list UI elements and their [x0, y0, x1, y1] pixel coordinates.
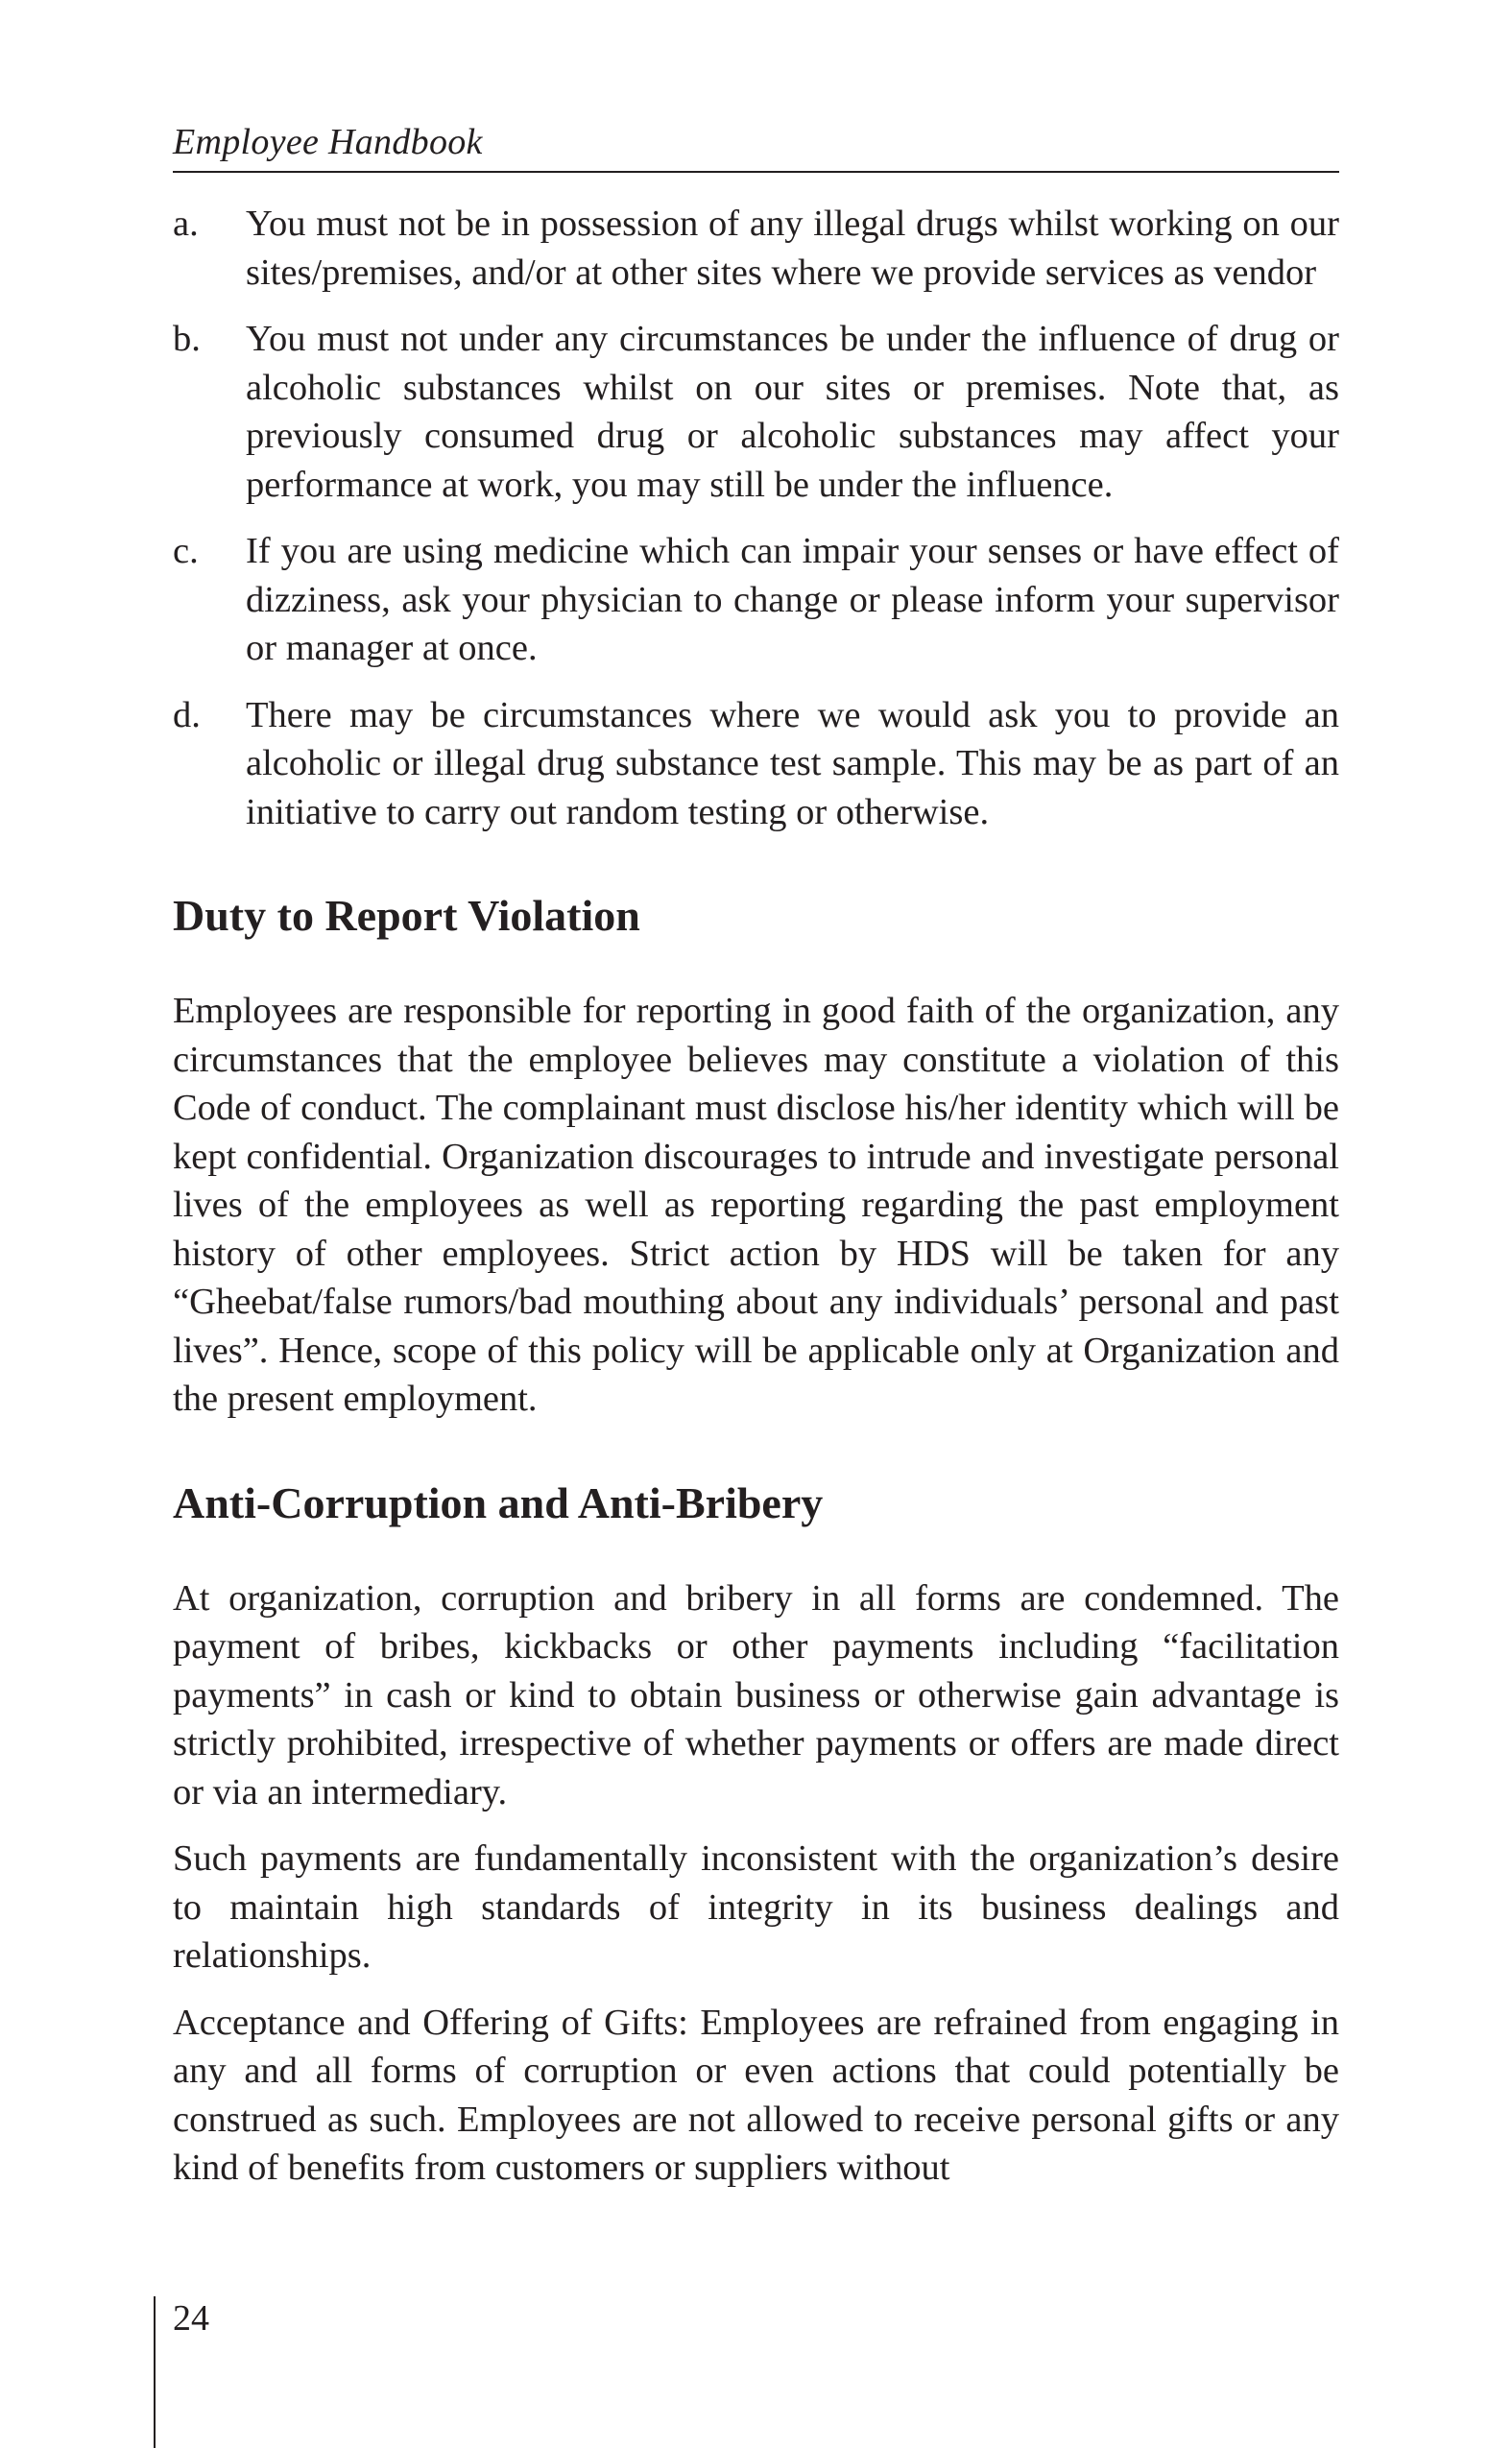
page-content [173, 200, 1339, 2211]
list-marker: c. [173, 531, 199, 571]
list-marker: d. [173, 694, 201, 735]
paragraph: Such payments are fundamentally inconsistent with the organization’s desire to maintain high standards of integrity in its business dealings and relationships. [173, 1838, 1339, 1976]
list-item [173, 200, 1339, 297]
list-marker: a. [173, 204, 199, 244]
paragraph: Employees are responsible for reporting in good faith of the organization, any circumstances that the employee believes may constitute a violation of this Code of conduct. The complainant must disclose his/her identity which will be kept confidential. Organization discourages to intrude and investigate personal lives of the employees as well as reporting regarding the past employment history of other employees. Strict action by HDS will be taken for any “Gheebat/false rumors/bad mouthing about any individuals’ personal and past lives”. Hence, scope of this policy will be applicable only at Organization and the present employment. [173, 991, 1339, 1419]
section-duty-to-report [173, 889, 1339, 1424]
list-item [173, 691, 1339, 837]
section-anti-corruption [173, 1476, 1339, 2193]
policy-list [173, 200, 1339, 836]
running-header [173, 117, 1339, 173]
footer-rule [154, 2296, 156, 2448]
list-marker: b. [173, 319, 201, 359]
list-item-text: If you are using medicine which can impair your senses or have effect of dizziness, ask your physician to change or please inform your supervisor or manager at once. [246, 531, 1339, 668]
page-number: 24 [173, 2298, 209, 2339]
running-header-title: Employee Handbook [173, 122, 483, 162]
section-heading: Anti-Corruption and Anti-Bribery [173, 1477, 824, 1527]
paragraph: At organization, corruption and bribery in all forms are condemned. The payment of bribes, kickbacks or other payments including “facilitation payments” in cash or kind to obtain business or otherwise gain advantage is strictly prohibited, irrespective of whether payments or offers are made direct or via an intermediary. [173, 1577, 1339, 1812]
list-item [173, 527, 1339, 673]
list-item-text: You must not under any circumstances be under the influence of drug or alcoholic substances whilst on our sites or premises. Note that, as previously consumed drug or alcoholic substances may affect your performance at work, you may still be under the influence. [246, 319, 1339, 505]
paragraph: Acceptance and Offering of Gifts: Employees are refrained from engaging in any and all forms of corruption or even actions that could potentially be construed as such. Employees are not allowed to receive personal gifts or any kind of benefits from customers or suppliers without [173, 2002, 1339, 2188]
list-item-text: There may be circumstances where we would ask you to provide an alcoholic or illegal drug substance test sample. This may be as part of an initiative to carry out random testing or otherwise. [246, 694, 1339, 832]
section-heading: Duty to Report Violation [173, 891, 640, 940]
list-item [173, 315, 1339, 509]
list-item-text: You must not be in possession of any illegal drugs whilst working on our sites/premises, and/or at other sites where we provide services as vendor [246, 204, 1339, 293]
